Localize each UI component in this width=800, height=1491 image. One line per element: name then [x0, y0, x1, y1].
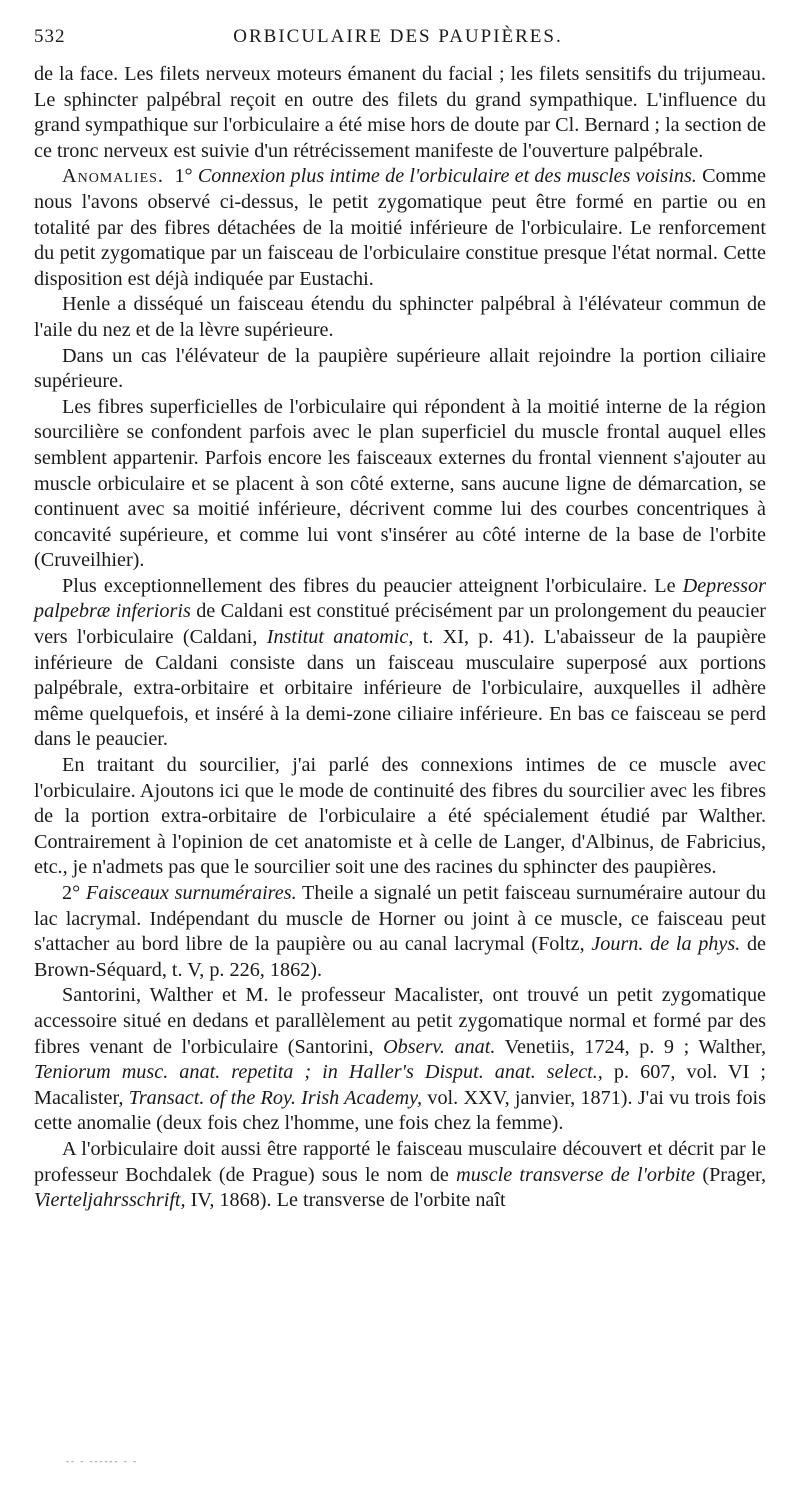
bochdalek-text: A l'orbiculaire doit aussi être rapporté le faisceau musculaire découvert et décrit par le professeur Bochdalek (de Prague) sous le nom de	[34, 1137, 766, 1186]
faisceaux-text: Theile a signalé un petit faisceau surnuméraire autour du lac lacrymal. Indépendant du muscle de Horner ou joint à ce muscle, ce faisceau peut s'attacher au bord libre de la paupière ou au canal lacrymal (Foltz,	[34, 882, 767, 956]
paragraph-elevateur: Dans un cas l'élévateur de la paupière supérieure allait rejoindre la portion ciliaire supérieure.	[34, 344, 766, 393]
caldani-pages: t. XI, p. 41).	[422, 626, 535, 649]
macalister-rest: vol. XXV, janvier, 1871). J'ai vu trois fois cette anomalie (deux fois chez l'homme, une fois chez la femme).	[34, 1086, 767, 1135]
footer-marks: -- - ------ - -	[66, 1456, 138, 1466]
caldani-reference: Institut anatomic,	[266, 626, 414, 649]
teniorum-reference: Teniorum musc. anat. repetita ; in Haller's Disput. anat. select.,	[34, 1061, 603, 1084]
paragraph-faisceaux	[34, 881, 766, 983]
page-number: 532	[34, 26, 66, 47]
muscle-transverse-term: muscle transverse de l'orbite	[456, 1163, 696, 1186]
observ-reference: Observ. anat.	[383, 1035, 496, 1058]
abaisseur-text: L'abaisseur de la paupière inférieure de Caldani consiste dans un faisceau musculaire superposé aux portions palpébrale, extra-orbitaire et orbitaire inférieure de l'orbiculaire, auxquelles il adhère même quelquefois, et inséré à la demi-zone ciliaire inférieure. En bas ce faisceau se perd dans le peaucier.	[34, 626, 767, 751]
peaucier-lead: Plus exceptionnellement des fibres du peaucier atteignent l'orbiculaire. Le	[62, 574, 676, 597]
paragraph-sourcilier: En traitant du sourcilier, j'ai parlé des connexions intimes de ce muscle avec l'orbiculaire. Ajoutons ici que le mode de continuité des fibres du sourcilier avec les fibres de la portion extra-orbitaire de l'orbiculaire a été spécialement étudié par Walther. Contrairement à l'opinion de cet anatomiste et à celle de Langer, d'Albinus, de Fabricius, etc., je n'admets pas que le sourcilier soit une des racines du sphincter des paupières.	[34, 754, 766, 879]
depressor-term: Depressor palpebræ inferioris	[34, 574, 766, 623]
anomaly-number: 1°	[174, 165, 193, 188]
paragraph-henle: Henle a disséqué un faisceau étendu du sphincter palpébral à l'élévateur commun de l'aile du nez et de la lèvre supérieure.	[34, 293, 766, 341]
anomalies-label: Anomalies.	[62, 165, 164, 188]
paragraph-santorini	[34, 983, 766, 1137]
santorini-text: Santorini, Walther et M. le professeur Macalister, ont trouvé un petit zygomatique accessoire situé en dedans et parallèlement au petit zygomatique normal et formé par des fibres venant de l'orbiculaire (Santorini,	[34, 984, 766, 1058]
foltz-rest: de Brown-Séquard, t. V, p. 226, 1862).	[34, 933, 766, 981]
paragraph-fibres-superficielles: Les fibres superficielles de l'orbiculaire qui répondent à la moitié interne de la région sourcilière se confondent parfois avec le plan superficiel du muscle frontal auquel elles semblent appartenir. Parfois encore les faisceaux externes du frontal viennent s'ajouter au muscle orbiculaire et se placent à son côté externe, sans aucune ligne de démarcation, se continuent avec sa moitié inférieure, décrivent comme lui des courbes concentriques à concavité supérieure, et comme lui vont s'insérer au côté interne de la base de l'orbite (Cruveilhier).	[34, 395, 766, 572]
prager-lead: (Prager,	[702, 1163, 766, 1186]
running-title: ORBICULAIRE DES PAUPIÈRES.	[233, 26, 563, 47]
santorini-rest: Venetiis, 1724, p. 9 ; Walther,	[504, 1035, 767, 1058]
vierteljahrs-reference: Vierteljahrsschrift,	[34, 1189, 186, 1212]
paragraph-innervation: de la face. Les filets nerveux moteurs émanent du facial ; les filets sensitifs du trijumeau. Le sphincter palpébral reçoit en outre des filets du grand sympathique. L'influence du grand sympathique sur l'orbiculaire a été mise hors de doute par Cl. Bernard ; la section de ce tronc nerveux est suivie d'un rétrécissement manifeste de l'ouverture palpébrale.	[34, 63, 766, 162]
paragraph-bochdalek	[34, 1137, 766, 1214]
body-text	[34, 62, 766, 1214]
anomaly-number-2: 2°	[62, 882, 81, 904]
faisceaux-title: Faisceaux surnuméraires.	[85, 882, 297, 904]
paragraph-peaucier	[34, 574, 766, 753]
paragraph-anomalies	[34, 164, 766, 292]
journ-reference: Journ. de la phys.	[591, 933, 741, 956]
anomalies-text: Comme nous l'avons observé ci-dessus, le petit zygomatique peut être formé en partie ou en totalité par des fibres détachées de la moitié inférieure de l'orbiculaire. Le renforcement du petit zygomatique par un faisceau de l'orbiculaire constitue presque l'état normal. Cette disposition est déjà indiquée par Eustachi.	[34, 165, 767, 290]
page-header	[34, 26, 762, 54]
peaucier-text: de Caldani est constitué précisément par un prolongement du peaucier vers l'orbiculaire (Caldani,	[34, 600, 766, 649]
transact-reference: Transact. of the Roy. Irish Academy,	[128, 1086, 423, 1109]
anomaly-title: Connexion plus intime de l'orbiculaire et des muscles voisins.	[197, 165, 697, 188]
walther-rest: p. 607, vol. VI ; Macalister,	[34, 1061, 767, 1109]
prager-rest: IV, 1868). Le transverse de l'orbite naît	[190, 1189, 506, 1212]
